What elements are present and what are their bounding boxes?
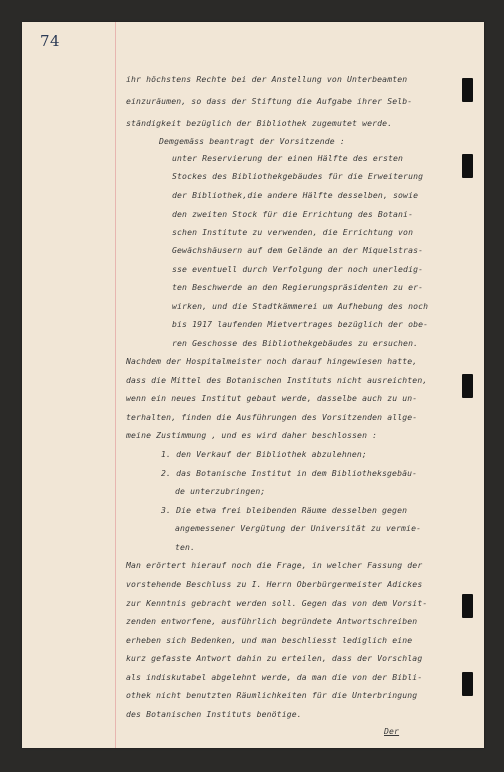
text-line: wirken, und die Stadtkämmerei um Aufhebung des noch [172,301,429,311]
text-line: Demgemäss beantragt der Vorsitzende : [159,136,345,146]
binder-tab [462,154,473,178]
binder-tab [462,672,473,696]
text-line: der Bibliothek,die andere Hälfte desselben, sowie [172,190,419,200]
binder-tab [462,594,473,618]
text-line: wenn ein neues Institut gebaut werde, dasselbe auch zu un- [126,393,418,403]
text-line: Man erörtert hierauf noch die Frage, in welcher Fassung der [126,560,423,570]
text-line: vorstehende Beschluss zu I. Herrn Oberbürgermeister Adickes [126,579,423,589]
text-line: ren Geschosse des Bibliothekgebäudes zu ersuchen. [172,338,419,348]
text-line: schen Institute zu verwenden, die Errichtung von [172,227,414,237]
binder-tab [462,374,473,398]
text-line: des Botanischen Instituts benötige. [126,709,302,719]
text-line: kurz gefasste Antwort dahin zu erteilen, dass der Vorschlag [126,653,423,663]
text-line: Gewächshäusern auf dem Gelände an der Miquelstras- [172,245,424,255]
binder-tab [462,78,473,102]
list-item: 2. das Botanische Institut in dem Bibliotheksgebäu- [161,468,418,478]
text-line: zur Kenntnis gebracht werden soll. Gegen das von dem Vorsit- [126,598,428,608]
text-line: Nachdem der Hospitalmeister noch darauf hingewiesen hatte, [126,356,418,366]
text-line: Stockes des Bibliothekgebäudes für die Erweiterung [172,171,424,181]
text-line: bis 1917 laufenden Mietvertrages bezüglich der obe- [172,319,429,329]
text-line: ihr höchstens Rechte bei der Anstellung von Unterbeamten [126,74,408,84]
list-item: 3. Die etwa frei bleibenden Räume desselben gegen [161,505,408,515]
catchword: Der [384,726,400,736]
text-line: ständigkeit bezüglich der Bibliothek zugemutet werde. [126,118,393,128]
list-item-continuation: angemessener Vergütung der Universität zu vermie- [175,523,422,533]
text-line: othek nicht benutzten Räumlichkeiten für die Unterbringung [126,690,418,700]
list-item: 1. den Verkauf der Bibliothek abzulehnen; [161,449,367,459]
text-line: meine Zustimmung , und es wird daher beschlossen : [126,430,378,440]
text-line: einzuräumen, so dass der Stiftung die Aufgabe ihrer Selb- [126,96,413,106]
text-line: unter Reservierung der einen Hälfte des ersten [172,153,404,163]
text-line: erheben sich Bedenken, und man beschliesst lediglich eine [126,635,413,645]
text-line: den zweiten Stock für die Errichtung des Botani- [172,209,414,219]
list-item-continuation: ten. [175,542,196,552]
text-line: dass die Mittel des Botanischen Instituts nicht ausreichten, [126,375,428,385]
margin-rule [115,22,116,748]
text-line: als indiskutabel abgelehnt werde, da man die von der Bibli- [126,672,423,682]
page-number: 74 [40,32,61,50]
text-line: terhalten, finden die Ausführungen des Vorsitzenden allge- [126,412,418,422]
text-line: ten Beschwerde an den Regierungspräsidenten zu er- [172,282,424,292]
document-page [22,22,484,748]
text-line: sse eventuell durch Verfolgung der noch unerledig- [172,264,424,274]
text-line: zenden entworfene, ausführlich begründete Antwortschreiben [126,616,418,626]
list-item-continuation: de unterzubringen; [175,486,266,496]
